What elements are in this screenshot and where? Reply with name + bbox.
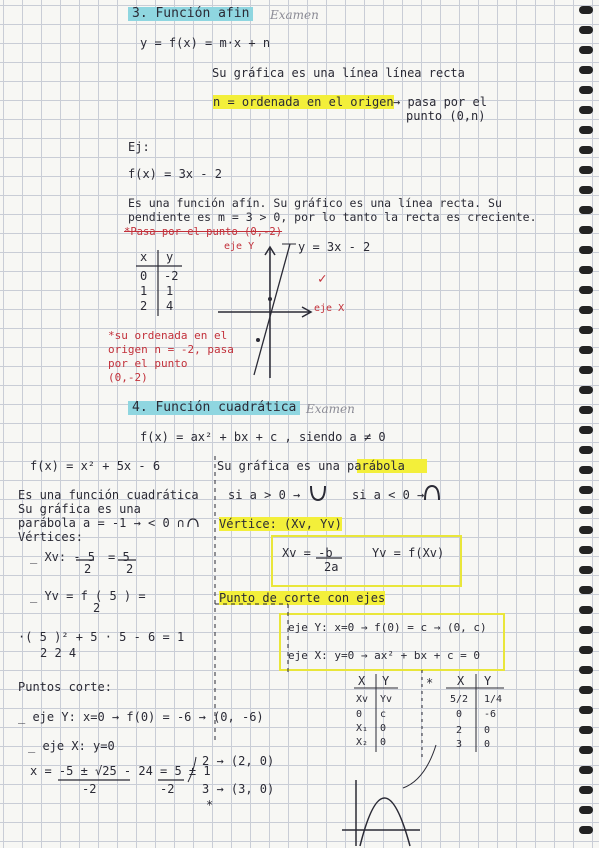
table2-star: *: [426, 676, 434, 690]
binding-ring: [579, 806, 593, 814]
binding-ring: [579, 86, 593, 94]
binding-ring: [579, 186, 593, 194]
section3-table-cell: 1: [166, 284, 174, 298]
section3-example-label: Ej:: [128, 140, 150, 154]
section4-example-function: f(x) = x² + 5x - 6: [30, 459, 161, 473]
table1-head-x: X: [358, 674, 366, 688]
graph-line-3x-2: [254, 244, 290, 375]
section4-tag: Examen: [306, 402, 355, 416]
sketch-arrow: [403, 745, 436, 788]
root-bracket: [188, 757, 196, 782]
binding-ring: [579, 646, 593, 654]
binding-ring: [579, 226, 593, 234]
section4-vertex-title: Vértice: (Xv, Yv): [219, 517, 342, 531]
section4-left-line: Es una función cuadrática: [18, 488, 199, 502]
section3-explanation-2: pendiente es m = 3 > 0, por lo tanto la recta es creciente.: [128, 210, 537, 224]
table1-cell: X₂: [356, 737, 369, 748]
section3-table-cell: -2: [164, 269, 179, 283]
table1-cell: Xv: [356, 694, 369, 705]
table1-cell: 0: [356, 709, 363, 720]
graph-axis-y-label: eje Y: [224, 241, 255, 252]
section3-note-line: *su ordenada en el: [108, 329, 228, 342]
table1-cell: 0: [380, 723, 387, 734]
binding-ring: [579, 106, 593, 114]
binding-ring: [579, 566, 593, 574]
section4-left-line: Su gráfica es una: [18, 502, 141, 516]
binding-ring: [579, 726, 593, 734]
binding-ring: [579, 666, 593, 674]
section4-root-1: 2 → (2, 0): [202, 754, 275, 768]
section4-quadratic-result: = 5 ± 1: [160, 764, 211, 778]
parabola-up-icon: [311, 486, 325, 500]
section3-table-head-y: y: [166, 250, 174, 264]
binding-ring: [579, 486, 593, 494]
table1-head-y: Y: [382, 674, 390, 688]
section4-yv-denominator: 2: [93, 601, 101, 615]
binding-ring: [579, 526, 593, 534]
parabola-down-icon-small: [188, 519, 198, 527]
section4-star: *: [206, 798, 214, 812]
binding-ring: [579, 406, 593, 414]
section4-vertices-label: Vértices:: [18, 530, 84, 544]
binding-ring: [579, 366, 593, 374]
parabola-down-icon: [425, 486, 439, 500]
binding-ring: [579, 546, 593, 554]
sketch-parabola: [360, 798, 410, 846]
binding-ring: [579, 146, 593, 154]
section4-cut-eje-y: _ eje Y: x=0 → f(0) = -6 → (0, -6): [18, 710, 264, 724]
table2-cell: 1/4: [484, 694, 503, 705]
graph-line-label: y = 3x - 2: [298, 240, 371, 254]
table1-cell: Yv: [380, 694, 393, 705]
section3-n-definition: n = ordenada en el origen: [213, 95, 394, 109]
table2-cell: 0: [484, 739, 491, 750]
section4-xv-formula: Xv = -b: [282, 546, 333, 560]
table2-cell: 0: [484, 725, 491, 736]
binding-ring: [579, 766, 593, 774]
section3-example-function: f(x) = 3x - 2: [128, 167, 222, 181]
section4-yv-formula: Yv = f(Xv): [372, 546, 445, 560]
spiral-binding: [571, 0, 599, 848]
section4-xv-denominator: 2: [84, 562, 92, 576]
section4-quadratic-denominator: -2: [82, 782, 97, 796]
section3-graph-is-line: Su gráfica es una línea línea recta: [212, 66, 465, 80]
binding-ring: [579, 286, 593, 294]
section3-note-line: (0,-2): [108, 371, 148, 384]
binding-ring: [579, 26, 593, 34]
graph-point: [268, 297, 272, 301]
binding-ring: [579, 386, 593, 394]
section3-formula: y = f(x) = m·x + n: [140, 36, 271, 50]
graph-axis-x-label: eje X: [314, 303, 345, 314]
section4-if-a-negative: si a < 0 →: [352, 488, 425, 502]
binding-ring: [579, 126, 593, 134]
table1-cell: X₁: [356, 723, 369, 734]
binding-ring: [579, 166, 593, 174]
section4-root-2: 3 → (3, 0): [202, 782, 275, 796]
section4-graph-text: Su gráfica es una parábola: [217, 459, 405, 473]
binding-ring: [579, 326, 593, 334]
section4-cut-eje-y-formula: eje Y: x=0 → f(0) = c → (0, c): [288, 621, 487, 634]
binding-ring: [579, 686, 593, 694]
section4-quadratic-denominator: -2: [160, 782, 175, 796]
binding-ring: [579, 206, 593, 214]
section3-table-cell: 1: [140, 284, 148, 298]
table1-cell: c: [380, 709, 387, 720]
section4-yv-calc-denominators: 2 2 4: [40, 646, 77, 660]
section4-cut-eje-x: _ eje X: y=0: [28, 739, 115, 753]
binding-ring: [579, 466, 593, 474]
section4-xv-denominator: 2: [126, 562, 134, 576]
graph-point: [256, 338, 260, 342]
section4-general-form: f(x) = ax² + bx + c , siendo a ≠ 0: [140, 430, 386, 444]
section4-cut-eje-x-formula: eje X: y=0 → ax² + bx + c = 0: [288, 649, 481, 662]
binding-ring: [579, 746, 593, 754]
section3-note-line: por el punto: [108, 357, 188, 370]
section3-note-line: origen n = -2, pasa: [108, 343, 234, 356]
section4-xv-formula-denominator: 2a: [324, 560, 339, 574]
section3-tag: Examen: [270, 8, 319, 22]
binding-ring: [579, 706, 593, 714]
binding-ring: [579, 66, 593, 74]
section4-xv-numerator: _ Xv: - 5: [30, 550, 96, 564]
section3-table-head-x: x: [140, 250, 148, 264]
graph-check-mark: ✓: [318, 271, 327, 287]
section3-table-cell: 4: [166, 299, 174, 313]
binding-ring: [579, 246, 593, 254]
section4-if-a-positive: si a > 0 →: [228, 488, 301, 502]
binding-ring: [579, 506, 593, 514]
section4-xv-equals: = 5: [108, 550, 130, 564]
section4-quadratic-formula: x = -5 ± √25 - 24: [30, 764, 153, 778]
binding-ring: [579, 266, 593, 274]
section4-yv-expression: _ Yv = f ( 5 ) =: [30, 589, 146, 603]
section4-title: 4. Función cuadrática: [128, 401, 300, 415]
section3-title: 3. Función afin: [128, 7, 253, 21]
binding-ring: [579, 786, 593, 794]
binding-ring: [579, 346, 593, 354]
table2-head-y: Y: [484, 674, 492, 688]
table2-cell: 0: [456, 709, 463, 720]
binding-ring: [579, 426, 593, 434]
table2-cell: 3: [456, 739, 463, 750]
section3-struck-note: *Pasa por el punto (0,-2): [124, 226, 283, 238]
binding-ring: [579, 6, 593, 14]
section3-table-cell: 2: [140, 299, 148, 313]
binding-ring: [579, 606, 593, 614]
binding-ring: [579, 626, 593, 634]
section4-cut-points-label: Puntos corte:: [18, 680, 112, 694]
binding-ring: [579, 446, 593, 454]
section4-yv-calculation: ·( 5 )² + 5 · 5 - 6 = 1: [18, 630, 185, 644]
section3-n-def-point: punto (0,n): [406, 109, 486, 123]
binding-ring: [579, 826, 593, 834]
table2-cell: 5/2: [450, 694, 469, 705]
table2-cell: -6: [484, 709, 497, 720]
section4-left-line: parábola a = -1 → < 0 ∩: [18, 516, 185, 530]
section3-n-def-tail: → pasa por el: [393, 95, 487, 109]
section3-table-cell: 0: [140, 269, 148, 283]
table2-head-x: X: [457, 674, 465, 688]
binding-ring: [579, 46, 593, 54]
section3-explanation-1: Es una función afín. Su gráfico es una línea recta. Su: [128, 196, 502, 210]
binding-ring: [579, 586, 593, 594]
table2-cell: 2: [456, 725, 463, 736]
binding-ring: [579, 306, 593, 314]
table1-cell: 0: [380, 737, 387, 748]
section4-cut-title: Punto de corte con ejes: [219, 591, 386, 605]
